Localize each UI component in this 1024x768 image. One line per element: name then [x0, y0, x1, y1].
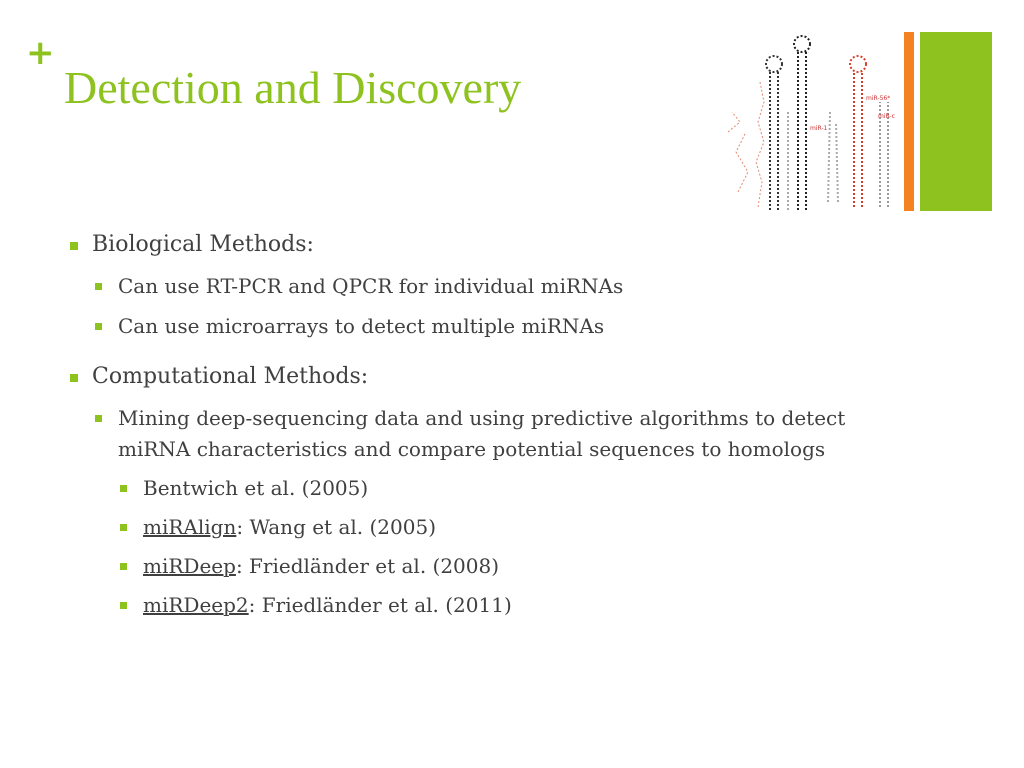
ref-miralign [120, 512, 930, 543]
square-bullet-icon [70, 242, 78, 250]
square-bullet-icon [120, 524, 127, 531]
slide-body [70, 228, 930, 621]
square-bullet-icon [95, 323, 102, 330]
bullet-list [70, 228, 930, 621]
hairpin-strand-black-1 [766, 56, 782, 210]
ref-bentwich [120, 473, 930, 504]
bullet-mining-data [95, 403, 930, 465]
figure-label-3: miR-c [878, 113, 895, 120]
miralign-link[interactable]: miRAlign [143, 515, 237, 539]
hairpin-strand-red-right [850, 56, 866, 207]
bullet-biological-methods [70, 228, 930, 262]
bullet-text: Can use microarrays to detect multiple miRNAs [118, 314, 605, 338]
hairpin-strand-left-red [728, 82, 764, 207]
ref-mirdeep [120, 551, 930, 582]
accent-bar-orange [904, 32, 914, 211]
square-bullet-icon [95, 415, 102, 422]
figure-label-1: miR-56* [866, 95, 891, 102]
figure-label-2: miR-1 [810, 125, 828, 132]
mirdeep-link[interactable]: miRDeep [143, 554, 236, 578]
ref-text: : Friedländer et al. (2011) [248, 593, 512, 617]
mirdeep2-link[interactable]: miRDeep2 [143, 593, 249, 617]
bullet-text: Can use RT-PCR and QPCR for individual miRNAs [118, 274, 624, 298]
square-bullet-icon [120, 602, 127, 609]
ref-mirdeep2 [120, 590, 930, 621]
ref-text: : Friedländer et al. (2008) [235, 554, 500, 578]
bullet-label: Computational Methods: [92, 364, 369, 389]
square-bullet-icon [120, 485, 127, 492]
mirna-hairpin-figure [718, 32, 900, 212]
bullet-rt-pcr [95, 271, 930, 302]
bullet-text: Mining deep-sequencing data and using predictive algorithms to detect miRNA characteristics and compare potential sequences to homologs [118, 406, 846, 461]
square-bullet-icon [95, 283, 102, 290]
ref-text: Bentwich et al. (2005) [143, 476, 369, 500]
accent-bar-green [920, 32, 992, 211]
title-plus-mark: + [26, 33, 55, 73]
slide-title: Detection and Discovery [64, 62, 522, 113]
bullet-label: Biological Methods: [92, 232, 314, 257]
bullet-computational-methods [70, 360, 930, 394]
square-bullet-icon [70, 374, 78, 382]
ref-text: : Wang et al. (2005) [236, 515, 436, 539]
bullet-microarrays [95, 311, 930, 342]
hairpin-strand-black-2 [794, 36, 810, 210]
square-bullet-icon [120, 563, 127, 570]
